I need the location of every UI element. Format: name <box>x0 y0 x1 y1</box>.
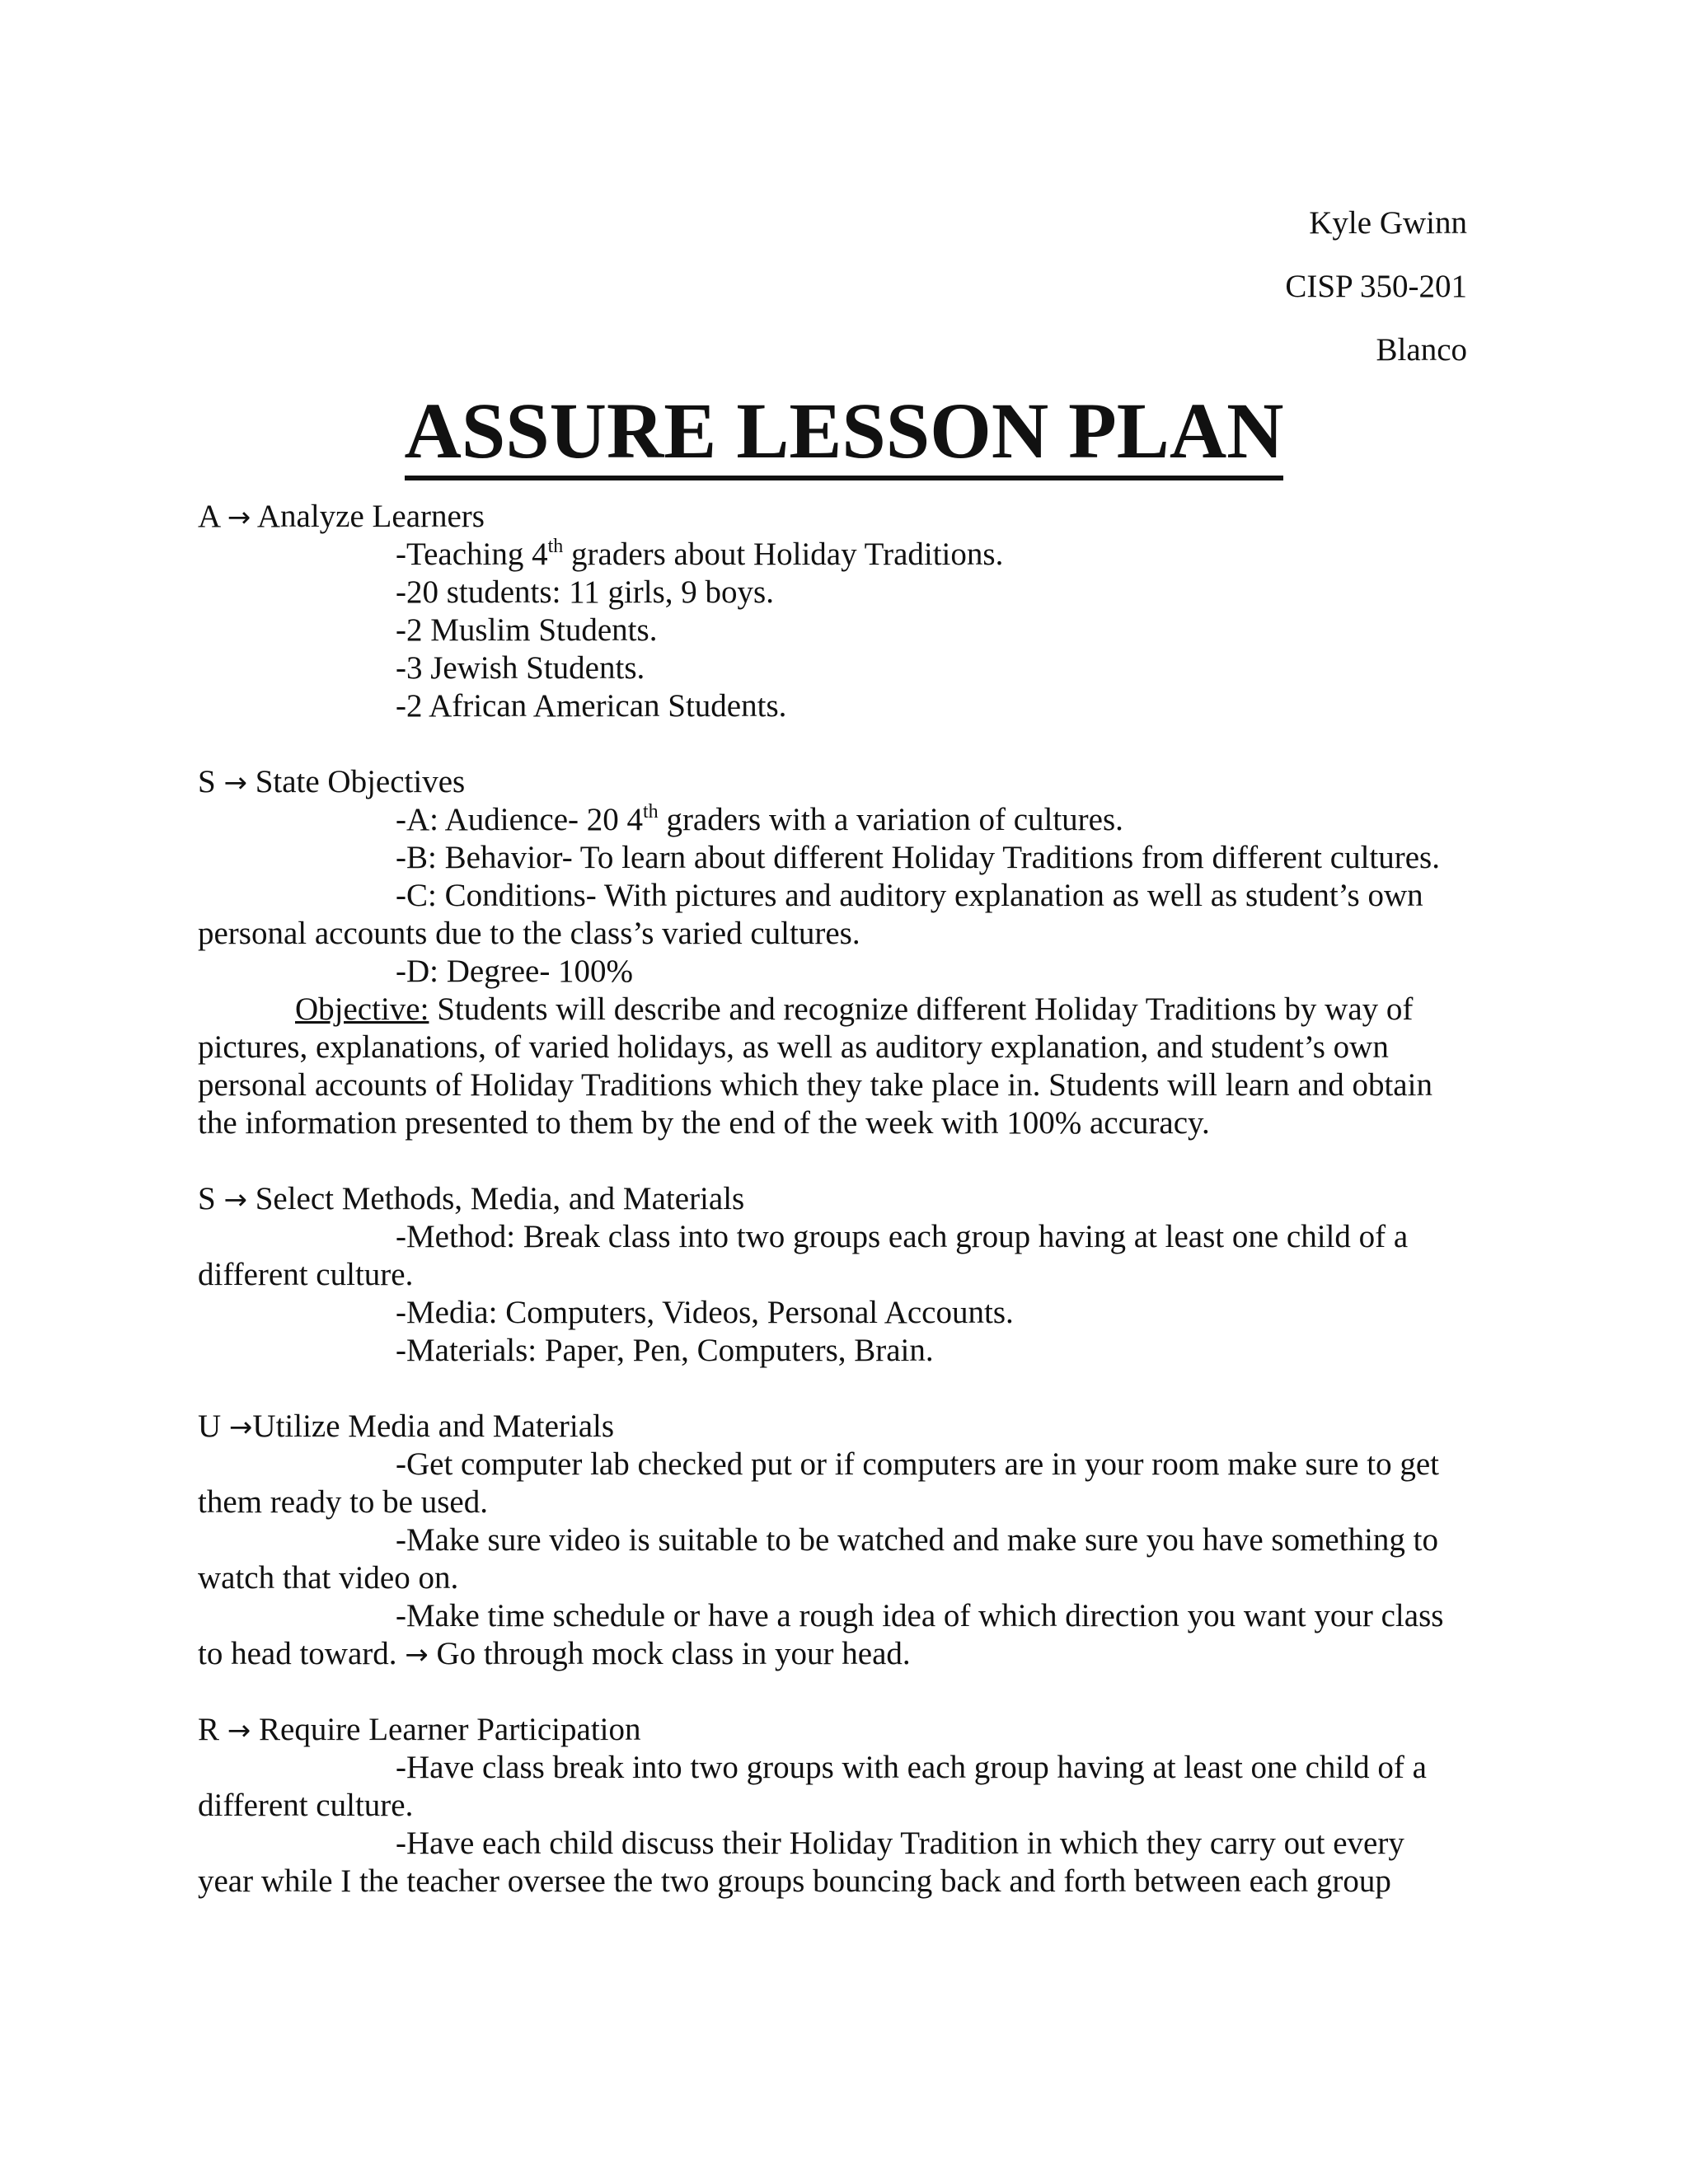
section-heading-text: Utilize Media and Materials <box>252 1408 615 1444</box>
section-letter: S <box>198 764 216 799</box>
spacer <box>198 1673 1484 1711</box>
instructor-name: Blanco <box>1376 332 1467 368</box>
section-heading-text: Require Learner Participation <box>259 1712 641 1747</box>
section-heading-text: Analyze Learners <box>256 499 485 534</box>
spacer <box>198 725 1484 763</box>
section-letter: A <box>198 499 220 534</box>
objectives-audience <box>198 801 1484 839</box>
document-body <box>198 498 1484 1900</box>
section-heading-text: State Objectives <box>255 764 466 799</box>
text-run: Students will describe and recognize different Holiday Traditions by way of <box>429 991 1414 1027</box>
section-heading-select-methods <box>198 1180 1484 1218</box>
objectives-degree: -D: Degree- 100% <box>396 954 634 989</box>
analyze-item-5: -2 African American Students. <box>396 688 787 724</box>
superscript: th <box>547 536 564 557</box>
participation-item-1-cont: different culture. <box>198 1788 414 1823</box>
spacer <box>198 1142 1484 1180</box>
author-name: Kyle Gwinn <box>1309 205 1467 241</box>
analyze-item-1 <box>198 536 1484 574</box>
section-heading-analyze <box>198 498 1484 536</box>
arrow-icon: → <box>227 501 251 534</box>
objectives-conditions-cont: personal accounts due to the class’s varied cultures. <box>198 916 860 951</box>
utilize-item-3: -Make time schedule or have a rough idea of which direction you want your class <box>396 1598 1444 1633</box>
arrow-icon: → <box>223 1183 247 1216</box>
analyze-item-2: -20 students: 11 girls, 9 boys. <box>396 574 774 610</box>
text-run: Go through mock class in your head. <box>428 1636 911 1671</box>
objective-statement <box>198 991 1484 1029</box>
methods-media: -Media: Computers, Videos, Personal Accounts. <box>396 1295 1014 1330</box>
spacer <box>198 1370 1484 1408</box>
utilize-item-2-cont: watch that video on. <box>198 1560 459 1596</box>
section-heading-state-objectives <box>198 763 1484 801</box>
methods-item-1: -Method: Break class into two groups each group having at least one child of a <box>396 1219 1409 1254</box>
header-block <box>1285 191 1467 382</box>
participation-item-2-cont: year while I the teacher oversee the two groups bouncing back and forth between each group <box>198 1863 1391 1899</box>
superscript: th <box>643 801 659 823</box>
analyze-item-3: -2 Muslim Students. <box>396 612 658 648</box>
section-letter: R <box>198 1712 220 1747</box>
objectives-behavior: -B: Behavior- To learn about different Holiday Traditions from different cultures. <box>396 840 1440 875</box>
arrow-icon: → <box>227 1714 251 1747</box>
section-heading-text: Select Methods, Media, and Materials <box>255 1181 745 1216</box>
arrow-icon: → <box>405 1638 429 1671</box>
document-title <box>0 386 1688 476</box>
methods-item-1-cont: different culture. <box>198 1257 414 1292</box>
course-code: CISP 350-201 <box>1285 269 1467 304</box>
utilize-item-1-cont: them ready to be used. <box>198 1484 488 1520</box>
analyze-item-4: -3 Jewish Students. <box>396 650 645 686</box>
text-run: -Teaching 4 <box>396 537 548 572</box>
methods-materials: -Materials: Paper, Pen, Computers, Brain. <box>396 1333 934 1368</box>
section-heading-require-participation <box>198 1711 1484 1749</box>
section-heading-utilize <box>198 1408 1484 1446</box>
utilize-item-1: -Get computer lab checked put or if computers are in your room make sure to get <box>396 1446 1439 1482</box>
objectives-conditions: -C: Conditions- With pictures and auditory explanation as well as student’s own <box>396 878 1423 913</box>
objective-label: Objective: <box>295 991 429 1027</box>
objective-statement-line-4: the information presented to them by the end of the week with 100% accuracy. <box>198 1105 1210 1141</box>
section-letter: U <box>198 1408 222 1444</box>
text-run: graders about Holiday Traditions. <box>563 537 1004 572</box>
utilize-item-2: -Make sure video is suitable to be watched and make sure you have something to <box>396 1522 1438 1558</box>
text-run: -A: Audience- 20 4 <box>396 802 644 837</box>
arrow-icon: → <box>223 766 247 799</box>
text-run: graders with a variation of cultures. <box>658 802 1123 837</box>
section-letter: S <box>198 1181 216 1216</box>
objective-statement-line-3: personal accounts of Holiday Traditions which they take place in. Students will learn and obtain <box>198 1067 1432 1103</box>
title-text: ASSURE LESSON PLAN <box>405 387 1284 480</box>
participation-item-1: -Have class break into two groups with each group having at least one child of a <box>396 1750 1427 1785</box>
objective-statement-line-2: pictures, explanations, of varied holidays, as well as auditory explanation, and student’s own <box>198 1029 1389 1065</box>
text-run: to head toward. <box>198 1636 406 1671</box>
utilize-item-3-cont <box>198 1635 1484 1673</box>
participation-item-2: -Have each child discuss their Holiday Tradition in which they carry out every <box>396 1825 1404 1861</box>
arrow-icon: → <box>228 1411 253 1444</box>
